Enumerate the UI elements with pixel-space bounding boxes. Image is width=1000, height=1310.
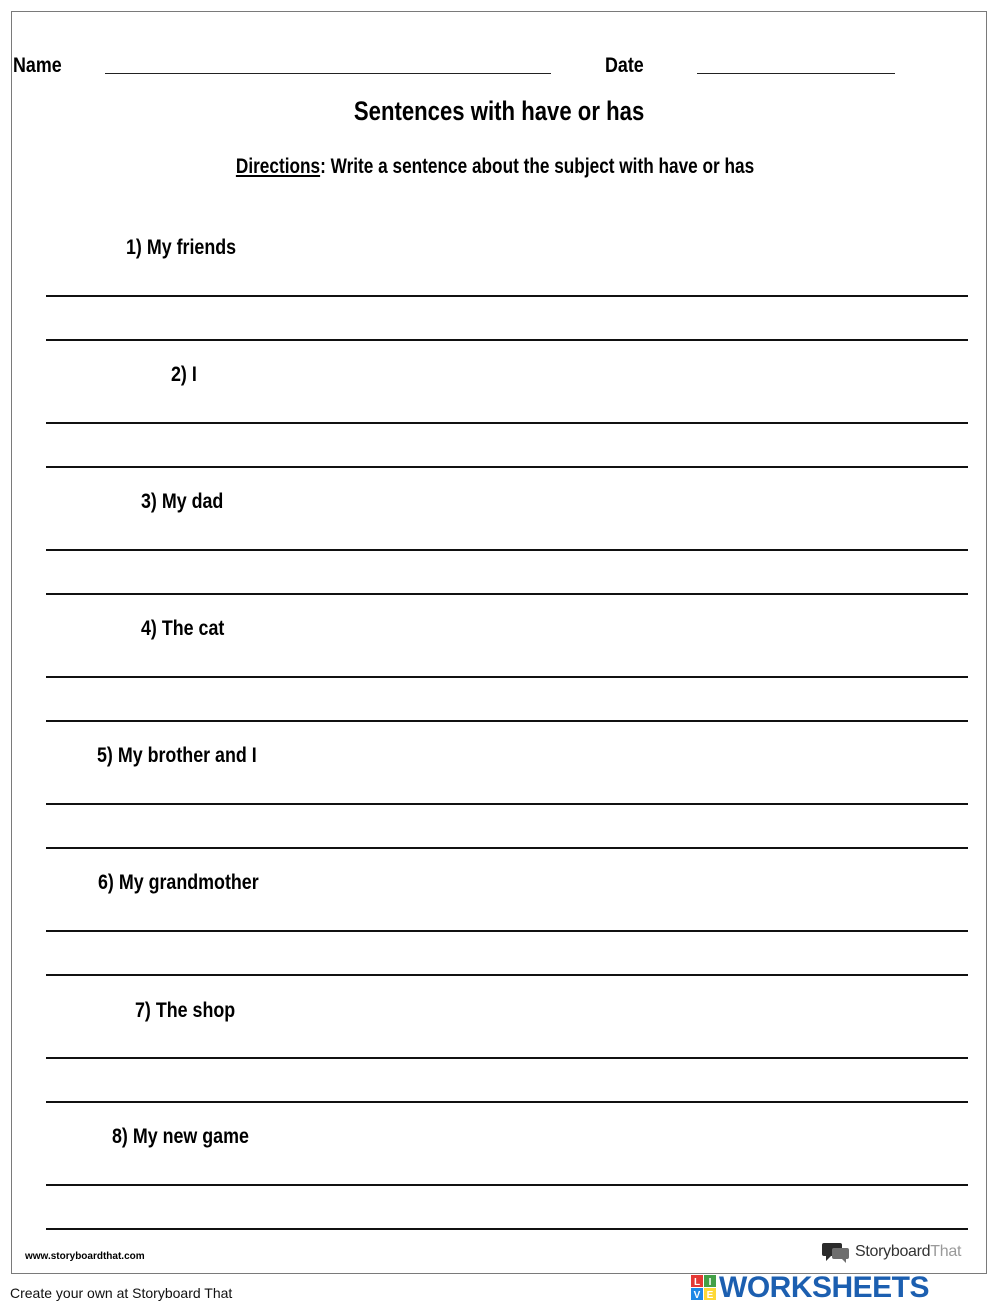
answer-line[interactable] (46, 339, 968, 341)
question-8-label: 8) My new game (112, 1125, 249, 1148)
live-letter-l: L (693, 1277, 701, 1288)
answer-line[interactable] (46, 974, 968, 976)
answer-line[interactable] (46, 847, 968, 849)
question-7-label: 7) The shop (135, 999, 236, 1022)
live-letter-i: I (708, 1277, 712, 1288)
liveworksheets-logo[interactable] (691, 1271, 929, 1305)
answer-line[interactable] (46, 549, 968, 551)
liveworksheets-wordmark: WORKSHEETS (719, 1271, 930, 1304)
question-1-label: 1) My friends (126, 236, 237, 259)
answer-line[interactable] (46, 593, 968, 595)
live-blocks-icon (691, 1275, 717, 1301)
answer-line[interactable] (46, 803, 968, 805)
storyboardthat-logo (822, 1241, 961, 1263)
name-label: Name (13, 54, 62, 77)
live-letter-e: E (706, 1290, 714, 1301)
question-3-label: 3) My dad (141, 490, 224, 513)
live-letter-v: V (693, 1290, 701, 1301)
directions-heading: Directions (235, 155, 321, 178)
answer-line[interactable] (46, 676, 968, 678)
speech-bubble-icon (822, 1241, 850, 1263)
answer-line[interactable] (46, 1228, 968, 1230)
storyboardthat-url[interactable]: www.storyboardthat.com (25, 1251, 145, 1262)
directions (0, 155, 990, 179)
directions-text: : Write a sentence about the subject with have or has (320, 155, 755, 178)
answer-line[interactable] (46, 1057, 968, 1059)
create-your-own-text[interactable]: Create your own at Storyboard That (10, 1285, 233, 1301)
answer-line[interactable] (46, 422, 968, 424)
question-5-label: 5) My brother and I (97, 744, 257, 767)
name-line[interactable] (105, 73, 551, 74)
date-line[interactable] (697, 73, 895, 74)
answer-line[interactable] (46, 466, 968, 468)
answer-line[interactable] (46, 1184, 968, 1186)
worksheet-page (11, 11, 987, 1274)
date-label: Date (605, 54, 644, 77)
question-4-label: 4) The cat (141, 617, 225, 640)
worksheet-title: Sentences with have or has (353, 96, 645, 126)
answer-line[interactable] (46, 720, 968, 722)
answer-line[interactable] (46, 1101, 968, 1103)
answer-line[interactable] (46, 930, 968, 932)
answer-line[interactable] (46, 295, 968, 297)
storyboardthat-wordmark: StoryboardThat (855, 1243, 962, 1260)
question-6-label: 6) My grandmother (98, 871, 259, 894)
question-2-label: 2) I (171, 363, 197, 386)
